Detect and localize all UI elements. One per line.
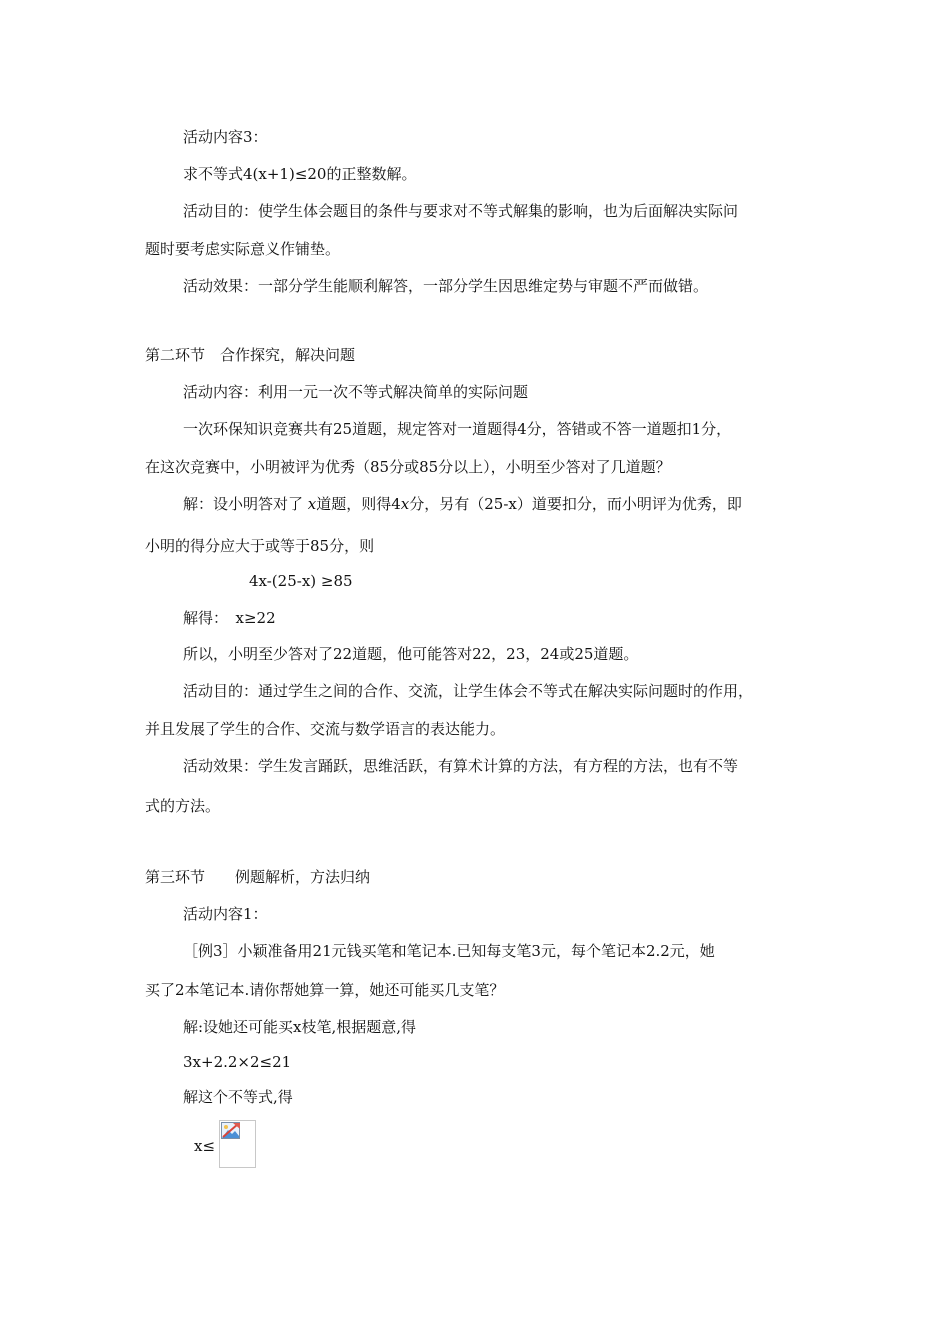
effect-line-1: 活动效果：学生发言踊跃，思维活跃，有算术计算的方法，有方程的方法，也有不等 bbox=[183, 757, 739, 775]
inequality-equation: 4x-(25-x) ≥85 bbox=[249, 572, 353, 590]
section-heading-3: 第三环节 例题解析，方法归纳 bbox=[145, 868, 371, 886]
problem-line-2: 在这次竞赛中，小明被评为优秀（85分或85分以上），小明至少答对了几道题？ bbox=[145, 458, 671, 476]
example-line-2: 买了2本笔记本.请你帮她算一算，她还可能买几支笔？ bbox=[145, 981, 505, 999]
activity-content: 活动内容：利用一元一次不等式解决简单的实际问题 bbox=[183, 383, 529, 401]
conclusion-line: 所以，小明至少答对了22道题，他可能答对22，23，24或25道题。 bbox=[183, 645, 639, 663]
solution-line-2: 小明的得分应大于或等于85分，则 bbox=[145, 537, 375, 555]
problem-statement: 求不等式4(x+1)≤20的正整数解。 bbox=[183, 165, 417, 183]
solved-result: 解得： x≥22 bbox=[183, 609, 276, 627]
broken-image-glyph bbox=[221, 1122, 241, 1140]
broken-image-icon bbox=[219, 1120, 256, 1168]
effect-line-2: 式的方法。 bbox=[145, 797, 221, 815]
variable-x: x bbox=[307, 495, 317, 513]
activity-label-1: 活动内容1： bbox=[183, 905, 268, 923]
result-row bbox=[194, 1118, 264, 1172]
problem-line-1: 一次环保知识竞赛共有25道题，规定答对一道题得4分，答错或不答一道题扣1分， bbox=[183, 420, 732, 438]
solution-intro: 解:设她还可能买x枝笔,根据题意,得 bbox=[183, 1018, 417, 1036]
purpose-line-2: 并且发展了学生的合作、交流与数学语言的表达能力。 bbox=[145, 720, 506, 738]
result-prefix: x≤ bbox=[194, 1137, 216, 1155]
solution-text-c: 分，另有（25-x）道要扣分，而小明评为优秀，即 bbox=[409, 495, 742, 513]
example-line-1: ［例3］小颖准备用21元钱买笔和笔记本.已知每支笔3元，每个笔记本2.2元，她 bbox=[183, 942, 715, 960]
purpose-line-1: 活动目的：使学生体会题目的条件与要求对不等式解集的影响，也为后面解决实际问 bbox=[183, 202, 739, 220]
purpose-line-2: 题时要考虑实际意义作铺垫。 bbox=[145, 240, 341, 258]
purpose-line-1: 活动目的：通过学生之间的合作、交流，让学生体会不等式在解决实际问题时的作用， bbox=[183, 682, 754, 700]
solve-text: 解这个不等式,得 bbox=[183, 1088, 293, 1106]
section-heading-2: 第二环节 合作探究，解决问题 bbox=[145, 346, 356, 364]
solution-line-1 bbox=[183, 494, 742, 514]
activity-label-3: 活动内容3： bbox=[183, 128, 268, 146]
inequality-equation-2: 3x+2.2×2≤21 bbox=[183, 1053, 292, 1071]
solution-text-b: 道题，则得4 bbox=[316, 495, 401, 513]
variable-x-2: x bbox=[400, 495, 410, 513]
solution-text-a: 解：设小明答对了 bbox=[183, 495, 308, 513]
effect-line: 活动效果：一部分学生能顺利解答，一部分学生因思维定势与审题不严而做错。 bbox=[183, 277, 709, 295]
